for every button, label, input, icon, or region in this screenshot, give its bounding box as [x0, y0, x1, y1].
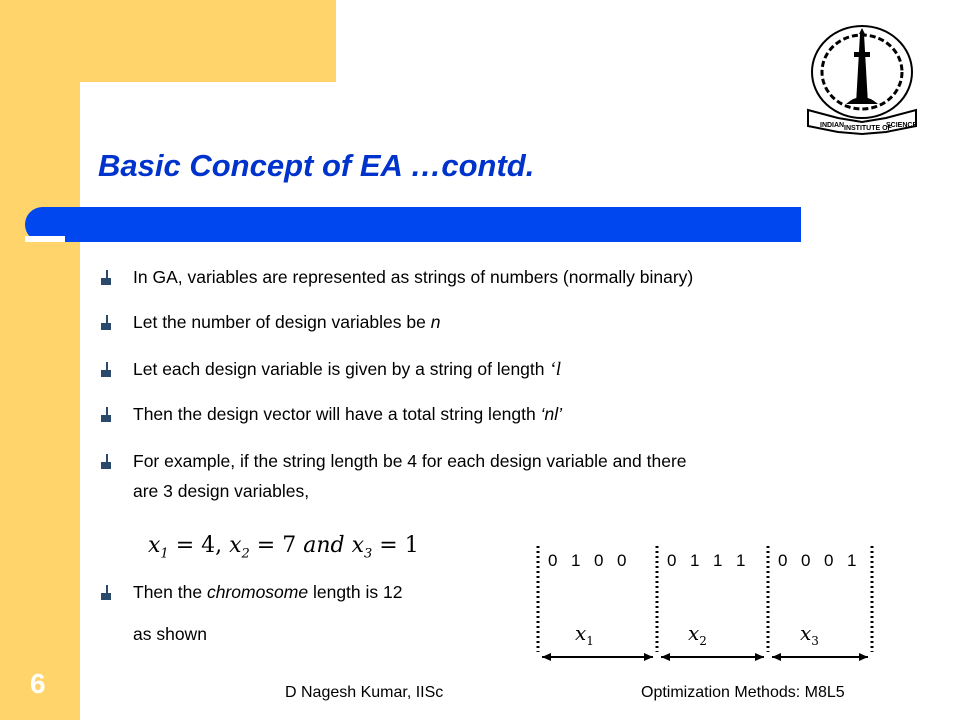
bullet-text-continued: are 3 design variables, — [133, 481, 310, 501]
variable-label: $x_1$ — [575, 621, 594, 648]
bullet-icon — [100, 360, 112, 378]
chromosome-bit: 1 — [690, 551, 700, 570]
chromosome-bit: 1 — [571, 551, 581, 570]
chromosome-bit: 0 — [594, 551, 604, 570]
arrow-head-left — [772, 653, 781, 661]
bullet-text: For example, if the string length be 4 for each design variable and there — [133, 451, 687, 471]
footer-author: D Nagesh Kumar, IISc — [285, 684, 444, 701]
bullet-text: Then the — [133, 582, 207, 602]
title-rule-notch — [25, 236, 65, 242]
slide-title: Basic Concept of EA …contd. — [98, 148, 535, 183]
chromosome-bit: 0 — [824, 551, 834, 570]
logo-text-right: SCIENCE — [886, 122, 918, 129]
footer-course: Optimization Methods: M8L5 — [641, 684, 845, 701]
bullet-icon — [100, 405, 112, 423]
chromosome-bit: 0 — [617, 551, 627, 570]
chromosome-bit: 1 — [713, 551, 723, 570]
chromosome-bit: 0 — [548, 551, 558, 570]
bullet-text-continued: as shown — [133, 624, 207, 644]
chromosome-bit: 0 — [667, 551, 677, 570]
chromosome-bit: 0 — [801, 551, 811, 570]
page-number: 6 — [30, 668, 46, 699]
logo-text-mid: INSTITUTE OF — [844, 125, 892, 132]
chromosome-bit: 0 — [778, 551, 788, 570]
bullet-variable: ‘l — [549, 359, 561, 380]
arrow-head-left — [661, 653, 670, 661]
bullet-icon — [100, 268, 112, 286]
arrow-head-right — [755, 653, 764, 661]
content-corner — [80, 82, 200, 202]
bullet-icon — [100, 452, 112, 470]
chromosome-bit: 1 — [736, 551, 746, 570]
top-accent-band — [0, 0, 336, 82]
bullet-icon — [100, 313, 112, 331]
chromosome-diagram — [520, 540, 880, 670]
arrow-head-left — [542, 653, 551, 661]
variable-label: $x_2$ — [688, 621, 707, 648]
bullet-text: Let the number of design variables be — [133, 312, 431, 332]
bullet-variable: n — [430, 312, 441, 332]
bullet-text: length is 12 — [308, 582, 403, 602]
iisc-logo-icon — [798, 18, 926, 136]
chromosome-bit: 1 — [847, 551, 857, 570]
bullet-emphasis: chromosome — [206, 582, 309, 602]
equation: $x_1 = 4$, $x_2 = 7$ and $x_3 = 1$ — [148, 533, 419, 562]
logo-text-left: INDIAN — [820, 122, 845, 129]
variable-label: $x_3$ — [800, 621, 819, 648]
bullet-text: Let each design variable is given by a string of length — [133, 359, 550, 379]
bullet-icon — [100, 583, 112, 601]
left-accent-band — [0, 0, 80, 720]
title-rule — [25, 207, 801, 242]
arrow-head-right — [644, 653, 653, 661]
bullet-text: Then the design vector will have a total string length — [133, 404, 541, 424]
bullet-variable: ‘nl’ — [540, 404, 562, 424]
arrow-head-right — [859, 653, 868, 661]
bullet-text: In GA, variables are represented as strings of numbers (normally binary) — [133, 267, 694, 287]
